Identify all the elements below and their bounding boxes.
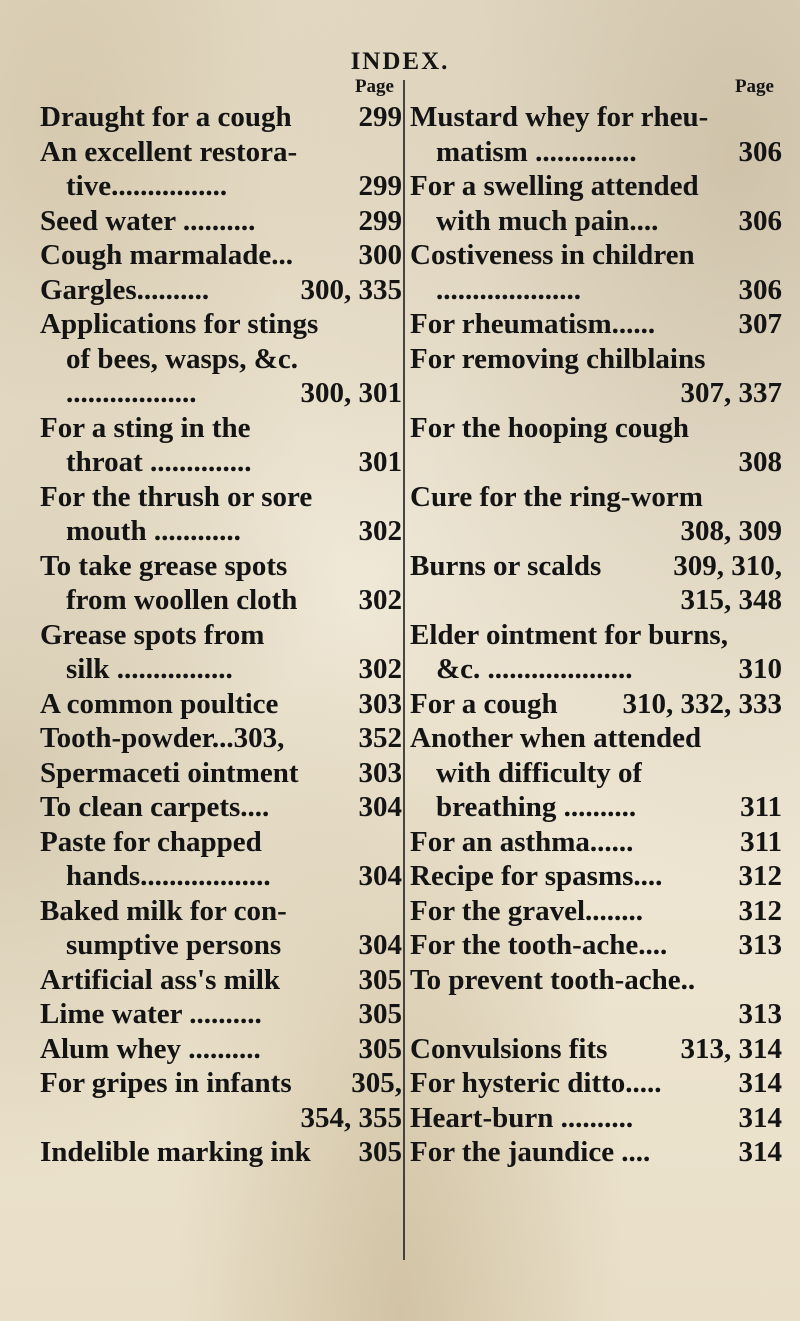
entry-page: 314 (738, 1136, 782, 1168)
index-entry (410, 1101, 782, 1136)
entry-text: with much pain.... (436, 204, 659, 237)
index-entry (410, 618, 782, 653)
index-entry (410, 583, 782, 618)
entry-page: 305 (358, 1032, 402, 1065)
entry-text: Draught for a cough (40, 101, 292, 133)
entry-page: 308 (738, 446, 782, 478)
entry-text: Heart-burn .......... (410, 1101, 634, 1134)
entry-page: 304 (358, 929, 402, 961)
entry-text: For removing chilblains (410, 342, 706, 375)
entry-page: 305 (358, 963, 402, 996)
entry-page: 307, 337 (680, 377, 782, 409)
index-entry (410, 169, 782, 204)
index-entry (410, 790, 782, 825)
entry-text: For a cough (410, 687, 558, 720)
index-entry (410, 928, 782, 963)
index-entry (410, 514, 782, 549)
index-entry (410, 307, 782, 342)
entry-page: 312 (738, 894, 782, 927)
index-entry (40, 480, 402, 515)
entry-text: Indelible marking ink (40, 1136, 311, 1168)
index-entry (40, 756, 402, 791)
entry-text: Elder ointment for burns, (410, 618, 728, 651)
right-column-page-header: Page (734, 76, 774, 97)
index-entry (40, 1101, 402, 1136)
index-entry (410, 411, 782, 446)
index-entry (410, 963, 782, 998)
entry-page: 304 (358, 860, 402, 892)
entry-text: A common poultice (40, 687, 279, 720)
entry-text: For a swelling attended (410, 170, 699, 202)
index-entry (40, 549, 402, 584)
entry-page: 311 (740, 791, 782, 823)
entry-page: 307 (738, 308, 782, 340)
entry-page: 300, 301 (300, 377, 402, 409)
index-entry (40, 238, 402, 273)
entry-text: Burns or scalds (410, 549, 602, 582)
index-entry (410, 238, 782, 273)
entry-text: sumptive persons (66, 929, 282, 961)
entry-page: 302 (358, 584, 402, 616)
index-entry (40, 135, 402, 170)
entry-page: 313 (738, 929, 782, 961)
entry-page: 311 (740, 825, 782, 858)
index-entry (40, 342, 402, 377)
entry-text: tive................ (66, 170, 228, 202)
index-entry (410, 204, 782, 239)
index-entry (410, 1066, 782, 1101)
entry-page: 352 (358, 722, 402, 754)
index-entry (410, 342, 782, 377)
index-entry (40, 652, 402, 687)
entry-text: Recipe for spasms.... (410, 860, 663, 892)
index-entry (40, 169, 402, 204)
index-entry (40, 273, 402, 308)
entry-text: Artificial ass's milk (40, 963, 281, 996)
entry-text: Baked milk for con- (40, 894, 287, 927)
index-entry (40, 204, 402, 239)
entry-text: For the hooping cough (410, 411, 690, 444)
entry-text: An excellent restora- (40, 135, 298, 168)
entry-text: throat .............. (66, 446, 252, 478)
entry-text: Seed water .......... (40, 204, 256, 237)
index-entry (40, 928, 402, 963)
entry-text: breathing .......... (436, 791, 637, 823)
entry-page: 310, 332, 333 (622, 687, 782, 720)
entry-text: Gargles.......... (40, 273, 210, 306)
column-divider (403, 80, 405, 1260)
entry-page: 306 (738, 135, 782, 168)
entry-text: For the tooth-ache.... (410, 929, 668, 961)
entry-text: Alum whey .......... (40, 1032, 261, 1065)
entry-page: 354, 355 (300, 1101, 402, 1134)
entry-text: For an asthma...... (410, 825, 634, 858)
entry-page: 313 (738, 998, 782, 1030)
entry-page: 301 (358, 446, 402, 478)
index-entry (40, 963, 402, 998)
entry-page: 300, 335 (300, 273, 402, 306)
index-entry (410, 1135, 782, 1170)
entry-page: 314 (738, 1067, 782, 1099)
index-entry (410, 859, 782, 894)
entry-page: 305 (358, 1136, 402, 1168)
entry-text: For a sting in the (40, 411, 251, 444)
index-entry (40, 687, 402, 722)
entry-text: To prevent tooth-ache.. (410, 963, 696, 996)
index-entry (40, 825, 402, 860)
entry-page: 300 (358, 239, 402, 271)
entry-text: Tooth-powder...303, (40, 722, 285, 754)
entry-page: 302 (358, 653, 402, 685)
index-entry (410, 652, 782, 687)
entry-page: 306 (738, 273, 782, 306)
entry-page: 304 (358, 791, 402, 823)
entry-text: hands.................. (66, 860, 271, 892)
index-title: INDEX. (350, 48, 450, 75)
right-column (410, 76, 782, 1170)
index-entry (410, 135, 782, 170)
entry-page: 302 (358, 515, 402, 547)
entry-text: Spermaceti ointment (40, 756, 299, 789)
index-entry (410, 894, 782, 929)
entry-text: .................... (436, 273, 581, 306)
index-entry (410, 756, 782, 791)
entry-page: 314 (738, 1101, 782, 1134)
index-entry (410, 997, 782, 1032)
index-entry (40, 859, 402, 894)
index-entry (410, 480, 782, 515)
index-entry (410, 445, 782, 480)
left-column (40, 76, 402, 1170)
entry-text: from woollen cloth (66, 584, 298, 616)
entry-text: Applications for stings (40, 308, 319, 340)
index-entry (40, 1032, 402, 1067)
entry-page: 313, 314 (680, 1032, 782, 1065)
entry-text: For the gravel........ (410, 894, 644, 927)
entry-page: 305, (351, 1067, 402, 1099)
index-entry (410, 273, 782, 308)
index-entry (40, 514, 402, 549)
entry-text: matism .............. (436, 135, 637, 168)
entry-text: For hysteric ditto..... (410, 1067, 662, 1099)
entry-text: Costiveness in children (410, 239, 695, 271)
entry-text: Grease spots from (40, 618, 265, 651)
entry-text: Another when attended (410, 722, 702, 754)
entry-text: &c. .................... (436, 653, 633, 685)
left-column-page-header: Page (354, 76, 394, 97)
entry-text: Convulsions fits (410, 1032, 608, 1065)
left-column-entries (40, 100, 402, 1170)
entry-text: with difficulty of (436, 756, 643, 789)
entry-page: 303 (358, 756, 402, 789)
entry-text: .................. (66, 377, 197, 409)
index-entry (40, 307, 402, 342)
entry-page: 309, 310, (673, 549, 782, 582)
index-entry (40, 100, 402, 135)
index-entry (40, 411, 402, 446)
entry-text: To clean carpets.... (40, 791, 270, 823)
index-entry (40, 376, 402, 411)
index-entry (40, 445, 402, 480)
entry-text: For gripes in infants (40, 1067, 292, 1099)
entry-page: 299 (358, 101, 402, 133)
index-entry (40, 997, 402, 1032)
entry-page: 303 (358, 687, 402, 720)
right-column-entries (410, 100, 782, 1170)
index-entry (40, 618, 402, 653)
index-entry (410, 825, 782, 860)
index-entry (410, 376, 782, 411)
index-entry (410, 549, 782, 584)
index-entry (410, 687, 782, 722)
entry-text: For the jaundice .... (410, 1136, 651, 1168)
index-entry (40, 721, 402, 756)
entry-page: 310 (738, 653, 782, 685)
entry-text: mouth ............ (66, 515, 241, 547)
entry-text: Paste for chapped (40, 825, 262, 858)
index-entry (410, 1032, 782, 1067)
entry-page: 305 (358, 998, 402, 1030)
index-entry (40, 790, 402, 825)
entry-page: 299 (358, 204, 402, 237)
entry-page: 306 (738, 204, 782, 237)
entry-text: To take grease spots (40, 549, 288, 582)
index-entry (40, 1135, 402, 1170)
index-entry (40, 1066, 402, 1101)
index-entry (40, 583, 402, 618)
entry-text: of bees, wasps, &c. (66, 342, 298, 375)
entry-text: Mustard whey for rheu- (410, 101, 709, 133)
entry-text: For the thrush or sore (40, 480, 313, 513)
index-entry (410, 100, 782, 135)
entry-text: Cure for the ring-worm (410, 480, 703, 513)
entry-page: 312 (738, 860, 782, 892)
index-entry (40, 894, 402, 929)
entry-page: 299 (358, 170, 402, 202)
entry-text: Lime water .......... (40, 998, 262, 1030)
entry-text: Cough marmalade... (40, 239, 293, 271)
entry-page: 315, 348 (680, 584, 782, 616)
entry-text: silk ................ (66, 653, 233, 685)
entry-text: For rheumatism...... (410, 308, 656, 340)
entry-page: 308, 309 (680, 515, 782, 547)
index-entry (410, 721, 782, 756)
